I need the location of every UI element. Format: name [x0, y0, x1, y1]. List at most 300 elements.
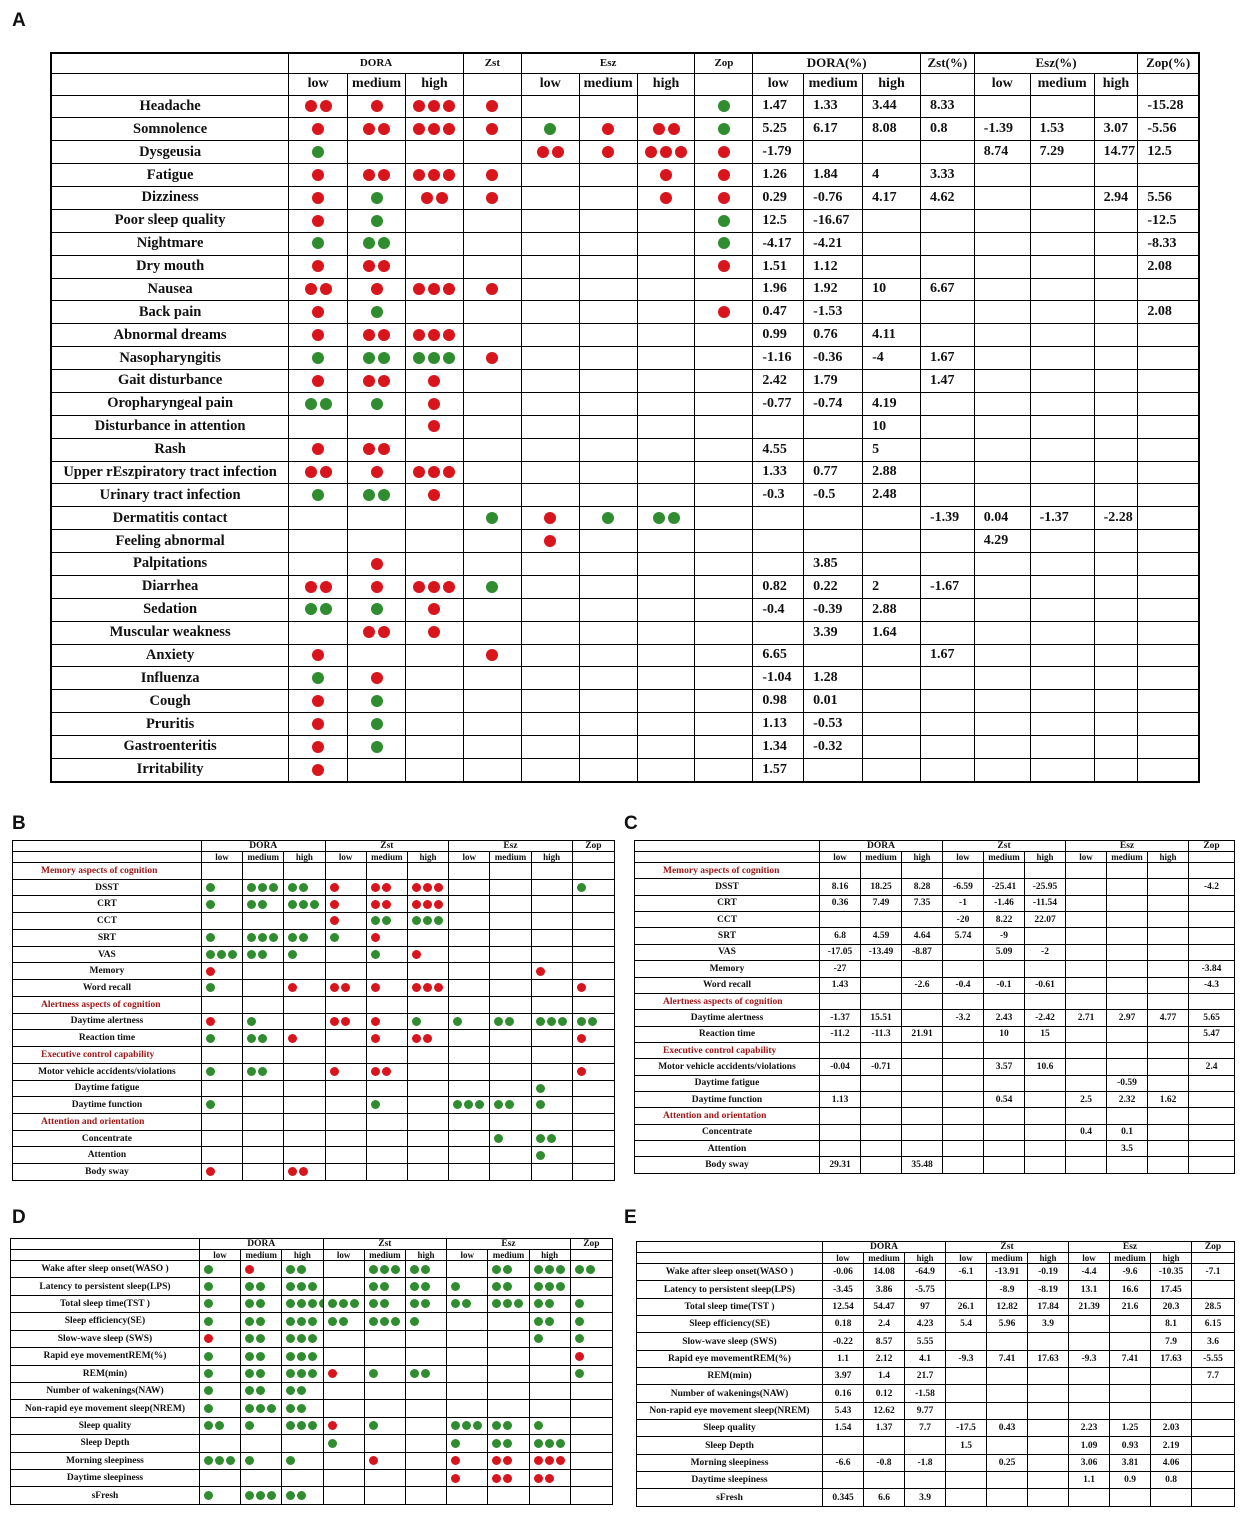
dot-cell [695, 187, 753, 210]
row-label: Memory [13, 963, 202, 980]
dot-cell [637, 232, 695, 255]
dot-cell [282, 1330, 323, 1347]
red-dot-icon [288, 983, 297, 992]
empty-cell [325, 863, 366, 880]
red-dot-icon [413, 123, 425, 135]
green-dot-icon [577, 883, 586, 892]
row-label: Reaction time [635, 1026, 820, 1042]
value-cell: 1.28 [804, 667, 863, 690]
green-dot-icon [247, 950, 256, 959]
value-cell: 6.65 [753, 644, 804, 667]
red-dot-icon [577, 983, 586, 992]
empty-cell [1025, 993, 1066, 1009]
table-row [13, 996, 615, 1013]
dot-cell [637, 438, 695, 461]
value-cell: 0.345 [823, 1489, 864, 1507]
dot-cell [463, 370, 521, 393]
value-cell [861, 1141, 902, 1157]
dot-cell [637, 141, 695, 164]
red-dot-icon [660, 169, 672, 181]
row-label: Diarrhea [51, 575, 289, 598]
panel-c [634, 840, 1234, 1174]
value-cell [1069, 1402, 1110, 1419]
red-dot-icon [312, 443, 324, 455]
table-row [51, 392, 1199, 415]
value-cell: -0.53 [804, 713, 863, 736]
dot-cell [323, 1470, 364, 1487]
green-dot-icon [718, 100, 730, 112]
red-dot-icon [486, 100, 498, 112]
empty-cell [201, 863, 242, 880]
header-zst: Zst [325, 841, 449, 852]
red-dot-icon [486, 192, 498, 204]
dot-cell [289, 415, 348, 438]
green-dot-icon [215, 1421, 224, 1430]
green-dot-icon [308, 1421, 317, 1430]
value-cell [1107, 1059, 1148, 1075]
dot-cell [463, 575, 521, 598]
red-dot-icon [378, 169, 390, 181]
dot-cell [323, 1313, 364, 1330]
value-cell: 22.07 [1025, 912, 1066, 928]
subheader-high: high [1028, 1253, 1069, 1264]
dot-cell [366, 1030, 407, 1047]
empty-cell [366, 1047, 407, 1064]
row-label: VAS [13, 946, 202, 963]
value-cell [1094, 232, 1138, 255]
dot-cell [570, 1278, 612, 1295]
green-dot-icon [247, 1017, 256, 1026]
dot-cell [637, 598, 695, 621]
dot-cell [241, 1470, 282, 1487]
dot-cell [348, 690, 406, 713]
value-cell: -0.4 [943, 977, 984, 993]
value-cell [1192, 1420, 1235, 1437]
value-cell [1030, 347, 1094, 370]
value-cell: 4.29 [974, 530, 1030, 553]
value-cell: 5.09 [984, 944, 1025, 960]
table-row [51, 461, 1199, 484]
value-cell [974, 438, 1030, 461]
value-cell [943, 1075, 984, 1091]
dot-cell [490, 1147, 531, 1164]
dot-cell [572, 929, 614, 946]
dot-cell [405, 1400, 446, 1417]
dot-cell [463, 392, 521, 415]
subheader-medium: medium [348, 73, 406, 95]
dot-cell [529, 1400, 570, 1417]
dot-cell [366, 879, 407, 896]
dot-cell [570, 1400, 612, 1417]
value-cell: 1.12 [804, 255, 863, 278]
red-dot-icon [434, 900, 443, 909]
dot-cell [325, 946, 366, 963]
value-cell [1107, 895, 1148, 911]
empty-cell [531, 1047, 572, 1064]
dot-cell [201, 980, 242, 997]
value-cell: 1.26 [753, 164, 804, 187]
green-dot-icon [330, 933, 339, 942]
value-cell: 8.28 [902, 879, 943, 895]
dot-cell [406, 598, 464, 621]
value-cell: -10.35 [1151, 1264, 1192, 1281]
empty-cell [243, 863, 284, 880]
value-cell: -11.3 [861, 1026, 902, 1042]
value-cell: -0.32 [804, 736, 863, 759]
row-label: Headache [51, 95, 289, 118]
red-dot-icon [653, 123, 665, 135]
dot-cell [463, 713, 521, 736]
dot-cell [405, 1417, 446, 1434]
value-cell [920, 232, 974, 255]
value-cell [1066, 944, 1107, 960]
row-label: Muscular weakness [51, 621, 289, 644]
section-heading: Memory aspects of cognition [13, 863, 202, 880]
value-cell [1028, 1368, 1069, 1385]
dot-cell [348, 507, 406, 530]
value-cell: -1.39 [920, 507, 974, 530]
dot-cell [366, 1147, 407, 1164]
value-cell: -0.59 [1107, 1075, 1148, 1091]
value-cell [1110, 1489, 1151, 1507]
value-cell: 35.48 [902, 1157, 943, 1174]
empty-cell [284, 996, 325, 1013]
green-dot-icon [256, 1317, 265, 1326]
green-dot-icon [534, 1317, 543, 1326]
red-dot-icon [371, 581, 383, 593]
value-cell [1066, 895, 1107, 911]
table-row [635, 879, 1235, 895]
value-cell [1094, 621, 1138, 644]
green-dot-icon [505, 1100, 514, 1109]
row-label: Influenza [51, 667, 289, 690]
empty-cell [243, 1047, 284, 1064]
value-cell [1030, 255, 1094, 278]
value-cell: -1.53 [804, 301, 863, 324]
dot-cell [447, 1435, 488, 1452]
table-row [13, 1080, 615, 1097]
value-cell [1189, 1141, 1235, 1157]
subheader-high: high [405, 1250, 446, 1261]
dot-cell [366, 929, 407, 946]
value-cell [863, 758, 921, 782]
value-cell: 8.74 [974, 141, 1030, 164]
value-cell: 0.76 [804, 324, 863, 347]
value-cell: -1.58 [905, 1385, 946, 1402]
dot-cell [637, 644, 695, 667]
dot-cell [637, 164, 695, 187]
dot-cell [199, 1295, 240, 1312]
value-cell: 21.91 [902, 1026, 943, 1042]
dot-cell [348, 118, 406, 141]
value-cell: -16.67 [804, 209, 863, 232]
green-dot-icon [494, 1017, 503, 1026]
dot-cell [348, 530, 406, 553]
table-row [51, 713, 1199, 736]
dot-cell [407, 896, 448, 913]
empty-cell [1189, 1108, 1235, 1124]
dot-cell [284, 1030, 325, 1047]
dot-cell [348, 301, 406, 324]
empty-cell [572, 863, 614, 880]
red-dot-icon [378, 329, 390, 341]
value-cell [946, 1402, 987, 1419]
dot-cell [282, 1295, 323, 1312]
empty-cell [407, 1047, 448, 1064]
value-cell [974, 255, 1030, 278]
value-cell [1192, 1454, 1235, 1471]
value-cell [823, 1472, 864, 1489]
header-zst: Zst [946, 1242, 1069, 1253]
value-cell: 0.12 [864, 1385, 905, 1402]
dot-cell [637, 95, 695, 118]
dot-cell [406, 621, 464, 644]
dot-cell [323, 1417, 364, 1434]
green-dot-icon [575, 1369, 584, 1378]
subheader-high: high [902, 852, 943, 863]
panel-d [10, 1238, 613, 1505]
red-dot-icon [382, 883, 391, 892]
dot-cell [572, 1147, 614, 1164]
table-row [13, 1097, 615, 1114]
empty-cell [407, 996, 448, 1013]
dot-cell [289, 713, 348, 736]
dot-cell [243, 980, 284, 997]
value-cell [1094, 530, 1138, 553]
value-cell: -1.79 [753, 141, 804, 164]
empty-cell [1025, 863, 1066, 879]
value-cell [974, 278, 1030, 301]
value-cell [1107, 928, 1148, 944]
row-label: Concentrate [13, 1130, 202, 1147]
red-dot-icon [668, 123, 680, 135]
green-dot-icon [545, 1282, 554, 1291]
table-row [13, 863, 615, 880]
row-label: Slow-wave sleep (SWS) [11, 1330, 200, 1347]
dot-cell [364, 1313, 405, 1330]
dot-cell [406, 278, 464, 301]
subheader-medium: medium [364, 1250, 405, 1261]
dot-cell [531, 1130, 572, 1147]
value-cell: -6.59 [943, 879, 984, 895]
subheader-high: high [1025, 852, 1066, 863]
dot-cell [531, 929, 572, 946]
green-dot-icon [494, 1100, 503, 1109]
row-label: Total sleep time(TST ) [11, 1295, 200, 1312]
value-cell: 2.48 [863, 484, 921, 507]
green-dot-icon [545, 1317, 554, 1326]
table-row [11, 1417, 613, 1434]
dot-cell [579, 507, 637, 530]
value-cell [943, 1092, 984, 1108]
table-row [637, 1264, 1235, 1281]
value-cell [1189, 1092, 1235, 1108]
subheader-high: high [531, 852, 572, 863]
green-dot-icon [245, 1386, 254, 1395]
empty-cell [820, 1108, 861, 1124]
value-cell [920, 484, 974, 507]
green-dot-icon [575, 1265, 584, 1274]
value-cell [1094, 713, 1138, 736]
red-dot-icon [330, 1017, 339, 1026]
dot-cell [289, 187, 348, 210]
value-cell: 8.1 [1151, 1316, 1192, 1333]
green-dot-icon [245, 1282, 254, 1291]
value-cell: 10 [863, 278, 921, 301]
table-row [51, 370, 1199, 393]
green-dot-icon [286, 1282, 295, 1291]
value-cell: 7.41 [987, 1350, 1028, 1367]
row-label: Sleep efficiency(SE) [11, 1313, 200, 1330]
green-dot-icon [204, 1456, 213, 1465]
row-label: REM(min) [11, 1365, 200, 1382]
value-cell [864, 1472, 905, 1489]
value-cell: -1.39 [974, 118, 1030, 141]
header-zop: Zop [572, 841, 614, 852]
dot-cell [201, 1013, 242, 1030]
dot-cell [695, 598, 753, 621]
value-cell [1030, 415, 1094, 438]
empty-cell [1066, 863, 1107, 879]
dot-cell [199, 1382, 240, 1399]
value-cell: -20 [943, 912, 984, 928]
dot-cell [572, 1030, 614, 1047]
table-row [51, 553, 1199, 576]
value-cell [1094, 255, 1138, 278]
green-dot-icon [204, 1369, 213, 1378]
dot-cell [407, 980, 448, 997]
value-cell: 7.41 [1110, 1350, 1151, 1367]
value-cell [1094, 392, 1138, 415]
red-dot-icon [428, 283, 440, 295]
dot-cell [366, 1080, 407, 1097]
empty-cell [1025, 1042, 1066, 1058]
dot-cell [529, 1417, 570, 1434]
value-cell [1138, 484, 1199, 507]
value-cell [1069, 1368, 1110, 1385]
dot-cell [637, 118, 695, 141]
red-dot-icon [428, 603, 440, 615]
value-cell: 12.5 [753, 209, 804, 232]
value-cell [1138, 553, 1199, 576]
dot-cell [364, 1330, 405, 1347]
dot-cell [579, 575, 637, 598]
dot-cell [366, 913, 407, 930]
green-dot-icon [421, 1265, 430, 1274]
empty-cell [861, 1042, 902, 1058]
value-cell: 2.08 [1138, 255, 1199, 278]
green-dot-icon [544, 123, 556, 135]
dot-cell [521, 415, 579, 438]
table-row [635, 1141, 1235, 1157]
panel-a [50, 52, 1200, 783]
value-cell: -6.1 [946, 1264, 987, 1281]
header-zop-pct: Zop(%) [1138, 53, 1199, 73]
green-dot-icon [451, 1421, 460, 1430]
green-dot-icon [256, 1369, 265, 1378]
value-cell [974, 232, 1030, 255]
dot-cell [407, 1130, 448, 1147]
green-dot-icon [308, 1334, 317, 1343]
value-cell: 2.43 [984, 1010, 1025, 1026]
dot-cell [201, 1147, 242, 1164]
dot-cell [463, 141, 521, 164]
value-cell: -0.3 [753, 484, 804, 507]
red-dot-icon [534, 1456, 543, 1465]
value-cell [1066, 879, 1107, 895]
dot-cell [463, 415, 521, 438]
subheader-medium: medium [1030, 73, 1094, 95]
row-label: Number of wakenings(NAW) [11, 1382, 200, 1399]
value-cell: 3.9 [1028, 1316, 1069, 1333]
value-cell: -8.33 [1138, 232, 1199, 255]
value-cell [1138, 758, 1199, 782]
value-cell [1148, 912, 1189, 928]
dot-cell [364, 1470, 405, 1487]
green-dot-icon [297, 1299, 306, 1308]
value-cell [1025, 1157, 1066, 1174]
value-cell: 7.9 [1151, 1333, 1192, 1350]
green-dot-icon [258, 950, 267, 959]
value-cell [1094, 575, 1138, 598]
table-row [637, 1420, 1235, 1437]
green-dot-icon [371, 215, 383, 227]
row-label: Disturbance in attention [51, 415, 289, 438]
row-label: Word recall [13, 980, 202, 997]
dot-cell [488, 1382, 529, 1399]
dot-cell [199, 1417, 240, 1434]
table-row [11, 1330, 613, 1347]
dot-cell [695, 484, 753, 507]
dot-cell [366, 1013, 407, 1030]
dot-cell [284, 1080, 325, 1097]
dot-cell [406, 758, 464, 782]
dot-cell [637, 758, 695, 782]
value-cell [1151, 1402, 1192, 1419]
green-dot-icon [453, 1100, 462, 1109]
table-row [635, 1157, 1235, 1174]
table-row [51, 507, 1199, 530]
value-cell [974, 392, 1030, 415]
value-cell [946, 1281, 987, 1298]
red-dot-icon [413, 581, 425, 593]
dot-cell [570, 1417, 612, 1434]
table-row [51, 141, 1199, 164]
dot-cell [289, 484, 348, 507]
green-dot-icon [245, 1299, 254, 1308]
value-cell [1094, 324, 1138, 347]
green-dot-icon [380, 1282, 389, 1291]
red-dot-icon [312, 741, 324, 753]
value-cell [1030, 758, 1094, 782]
green-dot-icon [503, 1299, 512, 1308]
dot-cell [531, 963, 572, 980]
dot-cell [199, 1452, 240, 1469]
dot-cell [323, 1452, 364, 1469]
dot-cell [325, 1147, 366, 1164]
green-dot-icon [299, 900, 308, 909]
dot-cell [289, 553, 348, 576]
red-dot-icon [288, 1167, 297, 1176]
green-dot-icon [473, 1421, 482, 1430]
dot-cell [325, 879, 366, 896]
dot-cell [529, 1452, 570, 1469]
dot-cell [364, 1295, 405, 1312]
dot-cell [405, 1313, 446, 1330]
value-cell [987, 1368, 1028, 1385]
dot-cell [531, 1147, 572, 1164]
value-cell: 3.39 [804, 621, 863, 644]
